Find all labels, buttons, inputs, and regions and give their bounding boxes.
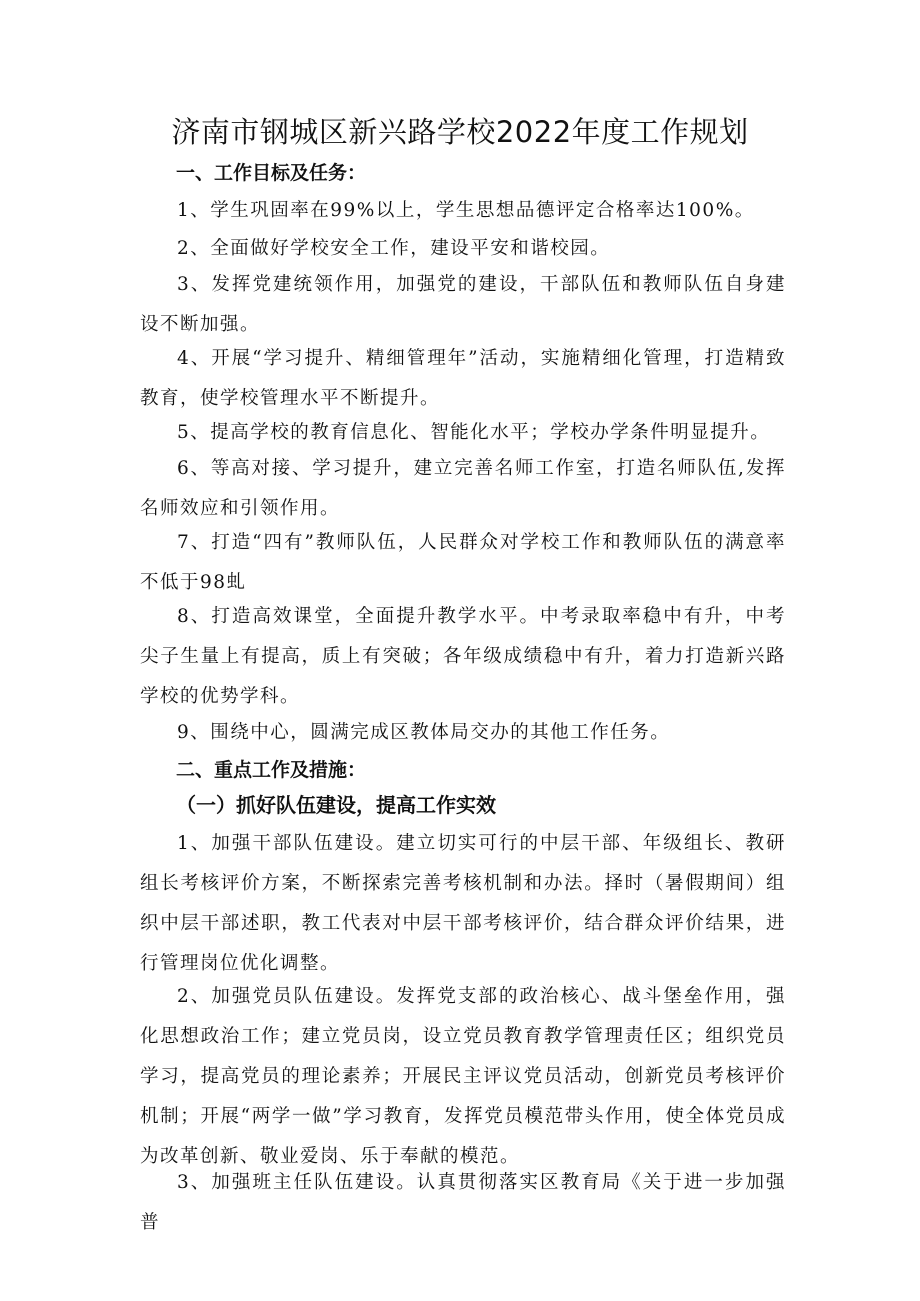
measure-item: 3、加强班主任队伍建设。认真贯彻落实区教育局《关于进一步加强普 <box>140 1172 786 1233</box>
subsection-heading-team: （一）抓好队伍建设，提高工作实效 <box>176 793 496 817</box>
goal-item: 7、打造“四有”教师队伍，人民群众对学校工作和教师队伍的满意率不低于98虬 <box>140 532 786 593</box>
document-title: 济南市钢城区新兴路学校2022年度工作规划 <box>171 115 749 149</box>
goal-item: 2、全面做好学校安全工作，建设平安和谐校园。 <box>177 238 611 259</box>
goal-item: 1、学生巩固率在99%以上，学生思想品德评定合格率达100%。 <box>177 200 755 221</box>
goal-item: 6、等高对接、学习提升，建立完善名师工作室，打造名师队伍,发挥名师效应和引领作用。 <box>140 458 786 519</box>
goal-item: 8、打造高效课堂，全面提升教学水平。中考录取率稳中有升，中考尖子生量上有提高，质上有突破；各年级成绩稳中有升，着力打造新兴路学校的优势学科。 <box>140 606 786 707</box>
measure-item: 1、加强干部队伍建设。建立切实可行的中层干部、年级组长、教研组长考核评价方案，不断探索完善考核机制和办法。择时（暑假期间）组织中层干部述职，教工代表对中层干部考核评价，结合群众评价结果，进行管理岗位优化调整。 <box>140 833 786 974</box>
section-heading-measures: 二、重点工作及措施： <box>176 759 367 781</box>
goal-item: 9、围绕中心，圆满完成区教体局交办的其他工作任务。 <box>177 722 671 743</box>
section-heading-goals: 一、工作目标及任务： <box>176 162 367 184</box>
goal-item: 4、开展“学习提升、精细管理年”活动，实施精细化管理，打造精致教育，使学校管理水平不断提升。 <box>140 348 786 409</box>
goal-item: 5、提高学校的教育信息化、智能化水平；学校办学条件明显提升。 <box>177 422 771 443</box>
measure-item: 2、加强党员队伍建设。发挥党支部的政治核心、战斗堡垒作用，强化思想政治工作；建立党员岗，设立党员教育教学管理责任区；组织党员学习，提高党员的理论素养；开展民主评议党员活动，创新党员考核评价机制；开展“两学一做”学习教育，发挥党员模范带头作用，使全体党员成为改革创新、敬业爱岗、乐于奉献的模范。 <box>140 986 786 1167</box>
goal-item: 3、发挥党建统领作用，加强党的建设，干部队伍和教师队伍自身建设不断加强。 <box>140 274 786 335</box>
